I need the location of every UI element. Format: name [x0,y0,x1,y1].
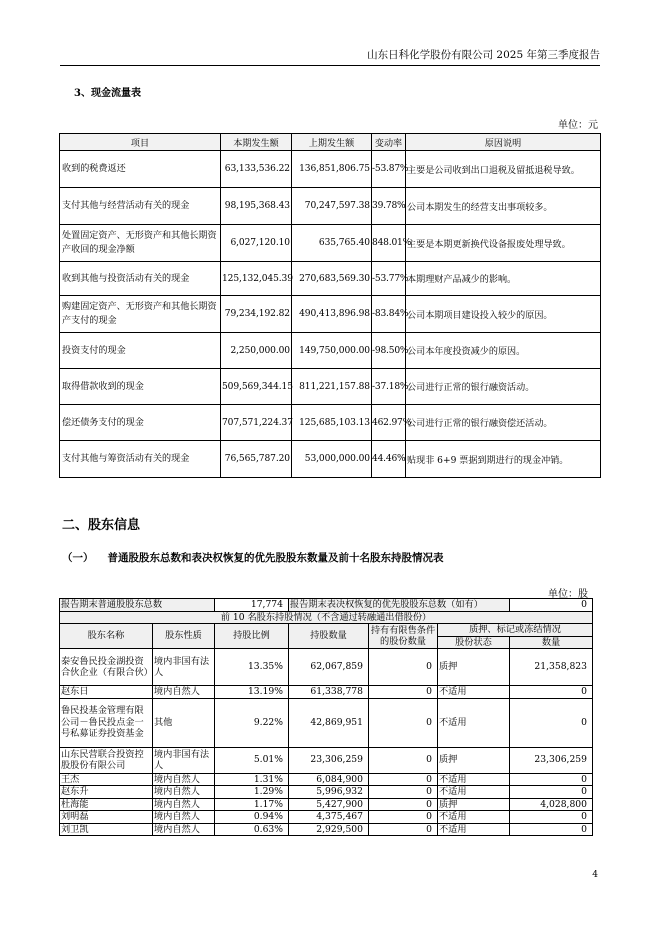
reason-text: 贴现非 6+9 票据到期进行的现金冲销。 [406,441,601,478]
shareholder-name: 刘卫凯 [60,823,153,836]
shareholder-row [60,798,593,811]
col-header-rate: 变动率 [372,134,406,151]
shareholder-nature: 境内自然人 [153,773,215,786]
cash-flow-item: 支付其他与经营活动有关的现金 [60,188,221,225]
shareholder-name: 泰安鲁民投金湖投资合伙企业（有限合伙） [60,649,153,686]
shareholder-table [59,598,593,836]
change-rate: -53.77% [372,262,406,296]
shareholder-nature: 境内非国有法人 [153,649,215,686]
current-amount: 98,195,368.43 [221,188,292,225]
change-rate: 462.97% [372,405,406,441]
cash-flow-title: 3、现金流量表 [74,88,141,99]
cash-flow-row [60,151,601,188]
restricted-shares: 0 [369,747,438,773]
cash-flow-item: 购建固定资产、无形资产和其他长期资产支付的现金 [60,296,221,333]
cash-flow-unit: 单位：元 [558,120,598,131]
top10-caption: 前 10 名股东持股情况（不含通过转融通出借股份） [60,611,593,624]
shareholder-row [60,773,593,786]
shareholder-name: 刘明磊 [60,811,153,824]
cash-flow-row [60,405,601,441]
shareholder-header-row-1 [60,624,593,637]
cash-flow-item: 处置固定资产、无形资产和其他长期资产收回的现金净额 [60,225,221,262]
change-rate: 848.01% [372,225,406,262]
current-amount: 2,250,000.00 [221,333,292,369]
cash-flow-table [59,133,601,478]
shareholder-row [60,747,593,773]
reason-text: 本期理财产品减少的影响。 [406,262,601,296]
cash-flow-row [60,188,601,225]
shareholder-name: 山东民营联合投资控股股份有限公司 [60,747,153,773]
shareholder-row [60,811,593,824]
current-amount: 79,234,192.82 [221,296,292,333]
preferred-shareholders-value: 0 [510,599,593,612]
holding-quantity: 6,084,900 [289,773,369,786]
shareholder-nature: 境内自然人 [153,786,215,799]
reason-text: 公司进行正常的银行融资活动。 [406,369,601,405]
subsection-number: （一） [62,552,94,564]
shareholder-name: 王杰 [60,773,153,786]
reason-text: 主要是公司收到出口退税及留抵退税导致。 [406,151,601,188]
cash-flow-header-row [60,134,601,151]
shareholder-row [60,698,593,747]
restricted-shares: 0 [369,698,438,747]
holding-ratio: 0.94% [215,811,289,824]
share-status: 不适用 [438,698,510,747]
pledged-amount: 0 [510,786,593,799]
previous-amount: 635,765.40 [292,225,372,262]
change-rate: 44.46% [372,441,406,478]
share-status: 不适用 [438,823,510,836]
cash-flow-item: 偿还债务支付的现金 [60,405,221,441]
shareholder-row [60,649,593,686]
change-rate: -37.18% [372,369,406,405]
restricted-shares: 0 [369,811,438,824]
total-shareholders-label: 报告期末普通股股东总数 [60,599,215,612]
col-header-current: 本期发生额 [221,134,292,151]
cash-flow-item: 取得借款收到的现金 [60,369,221,405]
previous-amount: 53,000,000.00 [292,441,372,478]
shareholder-nature: 境内自然人 [153,686,215,699]
holding-quantity: 5,996,932 [289,786,369,799]
total-shareholders-value: 17,774 [215,599,289,612]
pledged-amount: 0 [510,698,593,747]
subsection-text: 普通股股东总数和表决权恢复的优先股股东数量及前十名股东持股情况表 [107,552,444,564]
col-header-previous: 上期发生额 [292,134,372,151]
holding-ratio: 1.29% [215,786,289,799]
share-status: 不适用 [438,811,510,824]
previous-amount: 70,247,597.38 [292,188,372,225]
holding-ratio: 5.01% [215,747,289,773]
col-header-reason: 原因说明 [406,134,601,151]
total-shareholders-row [60,599,593,612]
previous-amount: 149,750,000.00 [292,333,372,369]
shareholder-nature: 境内自然人 [153,798,215,811]
share-status: 质押 [438,649,510,686]
cash-flow-item: 支付其他与筹资活动有关的现金 [60,441,221,478]
current-amount: 6,027,120.10 [221,225,292,262]
pledged-amount: 4,028,800 [510,798,593,811]
cash-flow-item: 收到其他与投资活动有关的现金 [60,262,221,296]
pledged-amount: 0 [510,811,593,824]
col-header-name: 股东名称 [60,624,153,649]
holding-ratio: 13.19% [215,686,289,699]
shareholder-section-title: 二、股东信息 [62,518,141,533]
holding-ratio: 13.35% [215,649,289,686]
top10-caption-row [60,611,593,624]
holding-quantity: 42,869,951 [289,698,369,747]
holding-quantity: 61,338,778 [289,686,369,699]
col-header-ratio: 持股比例 [215,624,289,649]
change-rate: -53.87% [372,151,406,188]
current-amount: 509,569,344.15 [221,369,292,405]
shareholder-name: 杜海能 [60,798,153,811]
pledged-amount: 21,358,823 [510,649,593,686]
previous-amount: 811,221,157.88 [292,369,372,405]
col-header-restricted: 持有有限售条件的股份数量 [369,624,438,649]
cash-flow-row [60,296,601,333]
share-status: 不适用 [438,786,510,799]
holding-ratio: 9.22% [215,698,289,747]
previous-amount: 136,851,806.75 [292,151,372,188]
shareholder-row [60,686,593,699]
preferred-shareholders-label: 报告期末表决权恢复的优先股股东总数（如有） [289,599,510,612]
holding-quantity: 2,929,500 [289,823,369,836]
holding-ratio: 1.17% [215,798,289,811]
reason-text: 主要是本期更新换代设备报废处理导致。 [406,225,601,262]
restricted-shares: 0 [369,686,438,699]
restricted-shares: 0 [369,649,438,686]
share-status: 质押 [438,747,510,773]
col-header-item: 项目 [60,134,221,151]
cash-flow-row [60,441,601,478]
shareholder-name: 赵东日 [60,686,153,699]
holding-quantity: 23,306,259 [289,747,369,773]
holding-quantity: 62,067,859 [289,649,369,686]
holding-quantity: 4,375,467 [289,811,369,824]
col-header-nature: 股东性质 [153,624,215,649]
reason-text: 公司进行正常的银行融资偿还活动。 [406,405,601,441]
restricted-shares: 0 [369,773,438,786]
header-divider [60,65,600,66]
shareholder-nature: 其他 [153,698,215,747]
current-amount: 125,132,045.39 [221,262,292,296]
current-amount: 707,571,224.37 [221,405,292,441]
shareholder-name: 赵东升 [60,786,153,799]
page-number: 4 [592,870,598,880]
pledged-amount: 0 [510,686,593,699]
shareholder-row [60,823,593,836]
holding-quantity: 5,427,900 [289,798,369,811]
cash-flow-row [60,225,601,262]
shareholder-subsection-title [62,550,444,565]
pledged-amount: 23,306,259 [510,747,593,773]
current-amount: 63,133,536.22 [221,151,292,188]
report-header: 山东日科化学股份有限公司 2025 年第三季度报告 [367,49,600,61]
share-status: 质押 [438,798,510,811]
restricted-shares: 0 [369,823,438,836]
share-status: 不适用 [438,686,510,699]
cash-flow-row [60,262,601,296]
holding-ratio: 0.63% [215,823,289,836]
col-header-pledge: 质押、标记或冻结情况 [438,624,593,637]
cash-flow-row [60,333,601,369]
shareholder-row [60,786,593,799]
previous-amount: 125,685,103.13 [292,405,372,441]
reason-text: 公司本期项目建设投入较少的原因。 [406,296,601,333]
change-rate: -83.84% [372,296,406,333]
share-status: 不适用 [438,773,510,786]
change-rate: -98.50% [372,333,406,369]
pledged-amount: 0 [510,823,593,836]
shareholder-nature: 境内自然人 [153,811,215,824]
col-header-amount: 数量 [510,636,593,649]
holding-ratio: 1.31% [215,773,289,786]
cash-flow-item: 收到的税费返还 [60,151,221,188]
col-header-status: 股份状态 [438,636,510,649]
reason-text: 公司本期发生的经营支出事项较多。 [406,188,601,225]
cash-flow-item: 投资支付的现金 [60,333,221,369]
previous-amount: 490,413,896.98 [292,296,372,333]
pledged-amount: 0 [510,773,593,786]
cash-flow-row [60,369,601,405]
current-amount: 76,565,787.20 [221,441,292,478]
shareholder-nature: 境内非国有法人 [153,747,215,773]
reason-text: 公司本年度投资减少的原因。 [406,333,601,369]
shareholder-unit: 单位：股 [548,589,588,600]
change-rate: 39.78% [372,188,406,225]
previous-amount: 270,683,569.30 [292,262,372,296]
restricted-shares: 0 [369,798,438,811]
shareholder-nature: 境内自然人 [153,823,215,836]
restricted-shares: 0 [369,786,438,799]
shareholder-name: 鲁民投基金管理有限公司－鲁民投点金一号私募证券投资基金 [60,698,153,747]
col-header-qty: 持股数量 [289,624,369,649]
